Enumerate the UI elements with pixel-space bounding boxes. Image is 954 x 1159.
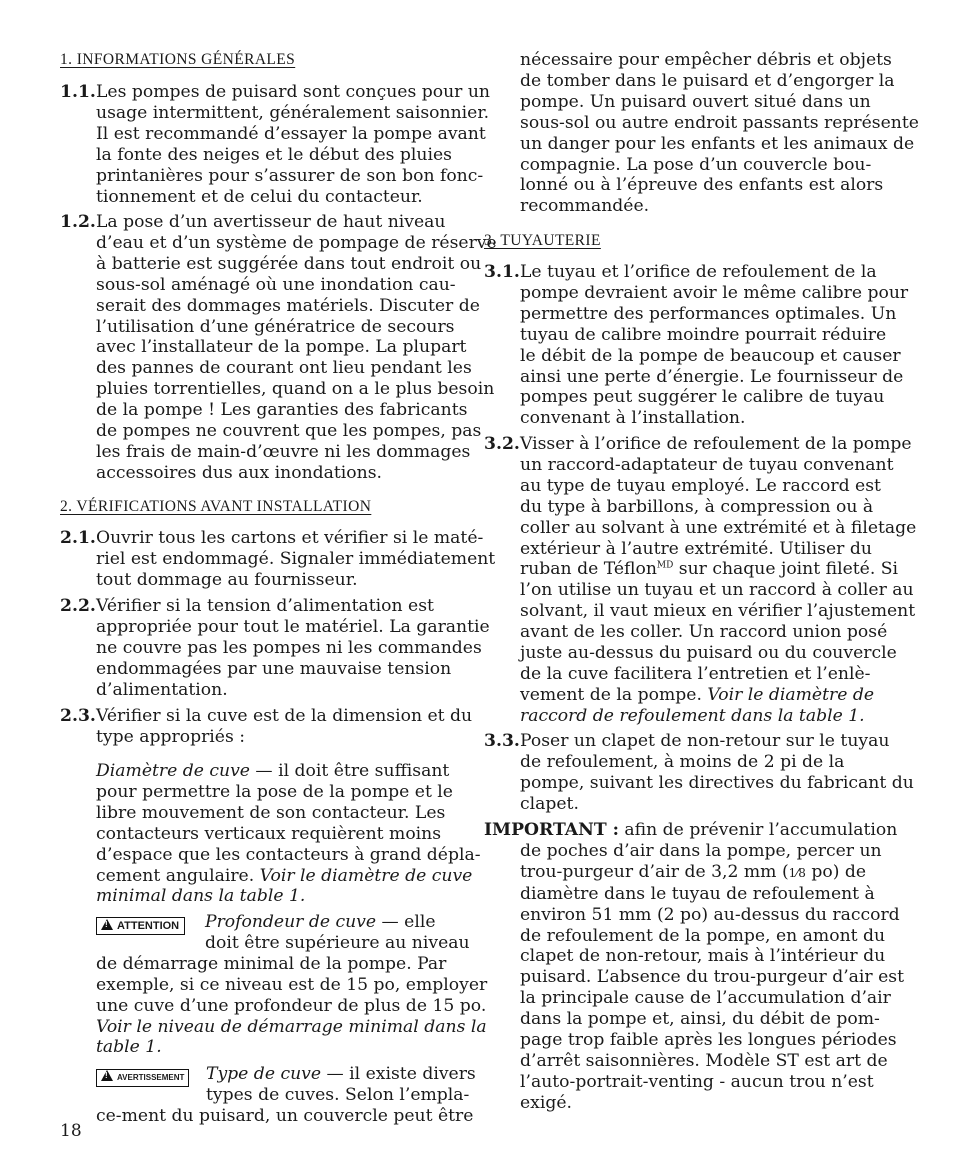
text-line: d’espace que les contacteurs à grand dépla- (96, 844, 481, 865)
text-line: diamètre dans le tuyau de refoulement à (520, 883, 875, 904)
text-line: printanières pour s’assurer de son bon fonc- (96, 165, 484, 186)
text-line: ce-ment du puisard, un couvercle peut être (96, 1105, 474, 1126)
text-line: coller au solvant à une extrémité et à filetage (520, 517, 917, 538)
text-line: tionnement et de celui du contacteur. (96, 186, 423, 207)
text-line: de la pompe ! Les garanties des fabricants (96, 400, 468, 421)
text-line: endommagées par une mauvaise tension (96, 658, 452, 679)
text-line: solvant, il vaut mieux en vérifier l’ajustement (520, 601, 916, 622)
term: Profondeur de cuve (205, 912, 377, 932)
item-3-1 (484, 262, 909, 429)
text-line: types de cuves. Selon l’empla- (206, 1084, 470, 1105)
text-line: libre mouvement de son contacteur. Les (96, 802, 446, 823)
text-line: convenant à l’installation. (520, 408, 746, 429)
text-line: un danger pour les enfants et les animaux de (520, 133, 915, 154)
text-line: à batterie est suggérée dans tout endroit ou (96, 253, 482, 274)
text-line: exigé. (520, 1092, 572, 1113)
text-line: appropriée pour tout le matériel. La garantie (96, 616, 490, 637)
text-line (520, 862, 886, 884)
text-line (206, 1064, 476, 1085)
text-line: lonné ou à l’épreuve des enfants est alors (520, 175, 884, 196)
text-line: sous-sol ou autre endroit passants représente (520, 112, 919, 133)
badge-label: ATTENTION (117, 920, 180, 932)
text-run: vement de la pompe. (520, 684, 708, 705)
text-line: doit être supérieure au niveau (205, 932, 470, 953)
text-line: des pannes de courant ont lieu pendant les (96, 358, 472, 379)
text-line: de pompes ne couvrent que les pompes, pas (96, 421, 482, 442)
text-line: Vérifier si la tension d’alimentation est (96, 596, 434, 616)
text-line (96, 761, 465, 782)
text-line (96, 865, 473, 887)
item-number: 1.2. (60, 212, 96, 232)
text-line: de refoulement de la pompe, en amont du (520, 925, 886, 946)
text-line (205, 912, 465, 933)
text-line: juste au-dessus du puisard ou du couvercle (520, 643, 897, 664)
text-line: La pose d’un avertisseur de haut niveau (96, 212, 446, 232)
item-number: 2.2. (60, 596, 96, 616)
text-run: — il existe divers (321, 1064, 476, 1084)
table-reference: raccord de refoulement dans la table 1. (520, 705, 865, 726)
text-line: nécessaire pour empêcher débris et objets (520, 50, 892, 70)
section-heading-3: 3. TUYAUTERIE (484, 232, 601, 249)
text-line: l’auto-portrait-venting - aucun trou n’est (520, 1071, 874, 1092)
text-line: usage intermittent, généralement saisonnier. (96, 102, 490, 123)
text-line: pompe. Un puisard ouvert situé dans un (520, 91, 871, 112)
important-label: IMPORTANT : (484, 820, 619, 840)
item-1-1 (60, 82, 490, 207)
text-line: avant de les coller. Un raccord union posé (520, 622, 888, 643)
text-line: dans la pompe et, ainsi, du débit de pom- (520, 1009, 880, 1030)
text-line: un raccord-adaptateur de tuyau convenant (520, 454, 894, 475)
text-line: d’arrêt saisonnières. Modèle ST est art de (520, 1050, 888, 1071)
section-2 (60, 497, 371, 518)
text-line: pompes peut suggérer le calibre de tuyau (520, 387, 885, 408)
type-block (60, 1064, 476, 1127)
warning-icon (101, 919, 113, 930)
item-2-3 (60, 706, 473, 748)
text-line: d’eau et d’un système de pompage de réserve (96, 232, 497, 253)
text-line: pluies torrentielles, quand on a le plus besoin (96, 379, 495, 400)
text-line: avec l’installateur de la pompe. La plupart (96, 337, 467, 358)
table-reference: Voir le niveau de démarrage minimal dans la (96, 1016, 487, 1037)
text-line: au type de tuyau employé. Le raccord est (520, 475, 881, 496)
table-reference: table 1. (96, 1037, 162, 1058)
fraction: 1⁄8 (788, 865, 806, 880)
text-line: compagnie. La pose d’un couvercle bou- (520, 154, 872, 175)
text-line: puisard. L’absence du trou-purgeur d’air est (520, 967, 904, 988)
text-line: de la cuve facilitera l’entretien et l’enlè- (520, 663, 871, 684)
text-line: riel est endommagé. Signaler immédiatement (96, 548, 496, 569)
text-line: exemple, si ce niveau est de 15 po, employer (96, 974, 488, 995)
text-line: pompe devraient avoir le même calibre pour (520, 282, 909, 303)
warning-icon (101, 1070, 113, 1081)
text-line: Poser un clapet de non-retour sur le tuyau (520, 731, 890, 751)
text-line: la fonte des neiges et le début des pluies (96, 144, 452, 165)
text-line: tuyau de calibre moindre pourrait réduire (520, 324, 887, 345)
text-line: l’utilisation d’une génératrice de secours (96, 316, 455, 337)
text-line: ne couvre pas les pompes ni les commandes (96, 637, 482, 658)
text-line (520, 559, 899, 580)
text-line: de poches d’air dans la pompe, percer un (520, 840, 882, 861)
text-line: Vérifier si la cuve est de la dimension et du (96, 706, 473, 726)
text-run: — il doit être suffisant (249, 761, 450, 781)
text-run: po) de (805, 861, 867, 882)
attention-badge (96, 917, 185, 935)
section-1 (60, 50, 295, 71)
item-number: 2.3. (60, 706, 96, 726)
item-number: 1.1. (60, 82, 96, 102)
text-line: clapet. (520, 793, 579, 814)
item-3-2 (484, 434, 917, 727)
text-line: contacteurs verticaux requièrent moins (96, 823, 442, 844)
avertissement-badge (96, 1069, 189, 1087)
text-line: environ 51 mm (2 po) au-dessus du raccord (520, 904, 900, 925)
text-line: le débit de la pompe de beaucoup et causer (520, 345, 901, 366)
text-run: ruban de Téflon (520, 559, 657, 580)
item-number: 3.3. (484, 731, 520, 751)
text-line: pompe, suivant les directives du fabricant du (520, 772, 914, 793)
text-line: Ouvrir tous les cartons et vérifier si le maté- (96, 528, 484, 548)
text-run: cement angulaire. (96, 865, 260, 886)
text-run: trou-purgeur d’air de 3,2 mm ( (520, 861, 789, 882)
text-line: permettre des performances optimales. Un (520, 303, 897, 324)
text-line (520, 685, 886, 706)
text-line: de tomber dans le puisard et d’engorger la (520, 70, 895, 91)
text-line: Les pompes de puisard sont conçues pour un (96, 82, 490, 102)
item-3-3 (484, 731, 914, 815)
section-3 (484, 231, 601, 252)
profondeur-block (60, 912, 488, 1058)
text-line: Il est recommandé d’essayer la pompe avant (96, 123, 486, 144)
term: Type de cuve (206, 1064, 322, 1084)
text-line: clapet de non-retour, mais à l’intérieur du (520, 946, 886, 967)
text-line: d’alimentation. (96, 679, 228, 700)
item-number: 2.1. (60, 528, 96, 548)
diametre-block (60, 761, 481, 907)
section-heading-1: 1. INFORMATIONS GÉNÉRALES (60, 51, 296, 68)
table-reference: Voir le diamètre de cuve (259, 865, 473, 886)
text-line: accessoires dus aux inondations. (96, 462, 382, 483)
table-reference: Voir le diamètre de (707, 684, 875, 705)
text-line: page trop faible après les longues périodes (520, 1030, 897, 1051)
badge-label: AVERTISSEMENT (117, 1073, 185, 1082)
item-number: 3.1. (484, 262, 520, 282)
section-heading-2: 2. VÉRIFICATIONS AVANT INSTALLATION (60, 498, 372, 515)
text-line: extérieur à l’autre extrémité. Utiliser du (520, 538, 872, 559)
continuation-text (484, 50, 919, 217)
text-line: du type à barbillons, à compression ou à (520, 496, 874, 517)
text-line: les frais de main-d’œuvre ni les dommages (96, 441, 471, 462)
text-line: type appropriés : (96, 726, 246, 747)
text-line: sous-sol aménagé où une inondation cau- (96, 274, 456, 295)
item-2-2 (60, 596, 490, 701)
text-line: la principale cause de l’accumulation d’air (520, 988, 891, 1009)
text-line: de démarrage minimal de la pompe. Par (96, 953, 447, 974)
text-line: serait des dommages matériels. Discuter de (96, 295, 480, 316)
text-line: de refoulement, à moins de 2 pi de la (520, 751, 845, 772)
text-line: tout dommage au fournisseur. (96, 569, 358, 590)
item-1-2 (60, 212, 497, 484)
item-2-1 (60, 528, 496, 591)
text-line: une cuve d’une profondeur de plus de 15 po. (96, 995, 487, 1016)
page-number: 18 (60, 1121, 82, 1141)
text-run: afin de prévenir l’accumulation (618, 820, 898, 840)
text-line: l’on utilise un tuyau et un raccord à coller au (520, 580, 914, 601)
text-line: pour permettre la pose de la pompe et le (96, 781, 453, 802)
text-line: Le tuyau et l’orifice de refoulement de la (520, 262, 877, 282)
trademark-sup: MD (656, 560, 674, 571)
table-reference: minimal dans la table 1. (96, 886, 306, 907)
item-number: 3.2. (484, 434, 520, 454)
text-run: — elle (376, 912, 436, 932)
term: Diamètre de cuve (96, 761, 250, 781)
text-run: sur chaque joint fileté. Si (673, 559, 899, 580)
text-line (484, 820, 898, 841)
text-line: ainsi une perte d’énergie. Le fournisseur de (520, 366, 904, 387)
important-note (484, 820, 904, 1114)
text-line: Visser à l’orifice de refoulement de la pompe (520, 434, 912, 454)
text-line: recommandée. (520, 196, 650, 217)
